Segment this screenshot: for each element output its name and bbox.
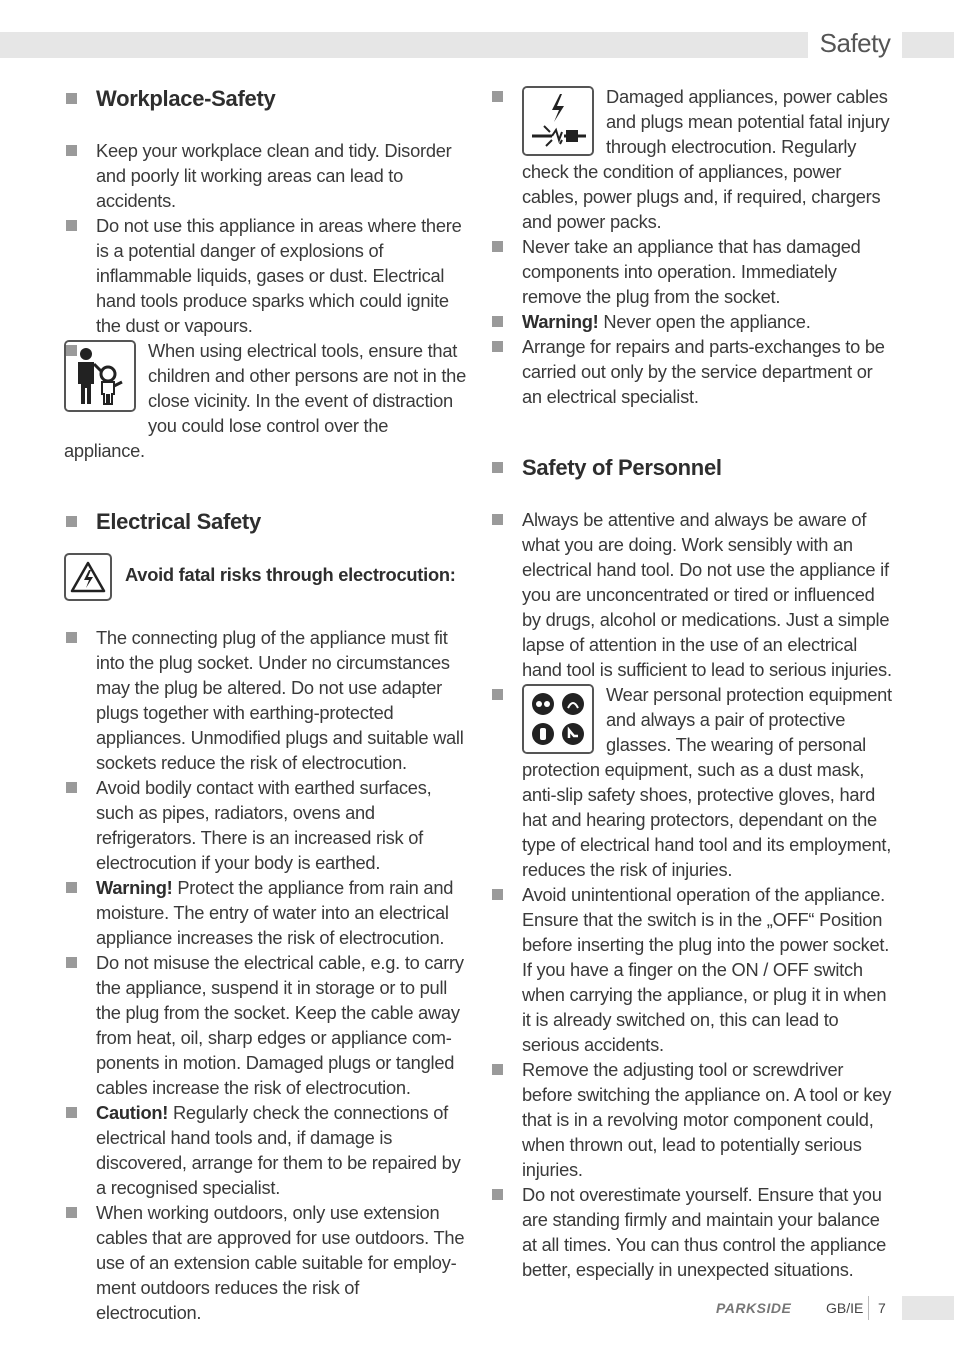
- item-text: The connecting plug of the appliance must fit into the plug socket. Under no circumstances may the plug be altered. Do not use adapter plugs together with earthing-protected appliances. Unmodified plugs and suitable wall sockets reduce the risk of electrocution.: [96, 627, 464, 773]
- list-item: Avoid unintentional operation of the appliance. Ensure that the switch is in the „OFF“ Position before inserting the plug into the power socket. If you have a finger on the ON / OFF switch when carrying the appliance, or plug it in when it is already switched on, this can lead to serious accidents.: [490, 882, 892, 1057]
- section-heading-workplace-safety: Workplace-Safety: [64, 84, 466, 114]
- list-item: [490, 309, 892, 334]
- region-code: GB/IE: [826, 1300, 864, 1316]
- square-bullet-icon: [492, 462, 503, 473]
- protective-equipment-icon: [522, 684, 594, 754]
- item-text: Protect the appliance from rain and moisture. The entry of water into an electrical appliance increases the risk of electrocution.: [96, 877, 454, 948]
- square-bullet-icon: [66, 632, 77, 643]
- list-item: Wear personal protection equipment and always a pair of protective glasses. The wearing of personal protection equipment, such as a dust mask, anti-slip safety shoes, protective gloves, hard hat and hearing protectors, dependant on the type of electrical hand tool and its employment, reduces the risk of injuries.: [490, 682, 892, 882]
- square-bullet-icon: [66, 1107, 77, 1118]
- square-bullet-icon: [492, 1064, 503, 1075]
- item-text: Regularly check the connections of electrical hand tools and, if damage is discovered, arrange for them to be repaired by a recognised specialist.: [96, 1102, 461, 1198]
- square-bullet-icon: [66, 516, 77, 527]
- item-text: When working outdoors, only use extension cables that are approved for use outdoors. The use of an extension cable suitable for employ-ment outdoors reduces the risk of electrocution.: [96, 1202, 465, 1323]
- square-bullet-icon: [66, 220, 77, 231]
- warning-triangle-icon: [64, 553, 112, 601]
- square-bullet-icon: [66, 957, 77, 968]
- footer-divider: [868, 1296, 869, 1320]
- header-bar-left: [0, 32, 808, 58]
- square-bullet-icon: [492, 341, 503, 352]
- list-item: [64, 775, 466, 875]
- item-text: Never take an appliance that has damaged components into operation. Immediately remove the plug from the socket.: [522, 236, 861, 307]
- page-title: Safety: [819, 28, 891, 58]
- list-item: [64, 875, 466, 950]
- brand-logo: PARKSIDE: [716, 1300, 792, 1316]
- list-item: Do not use this appliance in areas where there is a potential danger of explosions of inflammable liquids, gases or dust. Electrical hand tools produce sparks which could ignite the dust or vapours.: [64, 213, 466, 338]
- square-bullet-icon: [492, 889, 503, 900]
- list-item: Do not overestimate yourself. Ensure that you are standing firmly and maintain your balance at all times. You can thus control the appliance better, especially in unexpected situations.: [490, 1182, 892, 1282]
- section-heading-electrical-safety: Electrical Safety: [64, 507, 466, 537]
- square-bullet-icon: [492, 514, 503, 525]
- list-item: [64, 1100, 466, 1200]
- footer-bar: [902, 1296, 954, 1320]
- section-heading-safety-of-personnel: Safety of Personnel: [490, 453, 892, 483]
- item-text: Avoid bodily contact with earthed surfaces, such as pipes, radiators, ovens and refrigerators. There is an increased risk of electrocution if your body is earthed.: [96, 777, 432, 873]
- list-item: [64, 950, 466, 1100]
- lead-label: Warning!: [522, 311, 599, 332]
- list-item: When using electrical tools, ensure that children and other persons are not in the close vicinity. In the event of distraction you could lose control over the appliance.: [64, 340, 467, 461]
- square-bullet-icon: [66, 782, 77, 793]
- list-item: Damaged appliances, power cables and plugs mean potential fatal injury through electrocution. Regularly check the condition of appliances, power cables, power plugs and, if required, chargers and power packs.: [490, 84, 892, 234]
- electrocution-warning: Avoid fatal risks through electrocution:: [64, 553, 466, 603]
- square-bullet-icon: [66, 882, 77, 893]
- list-item: Keep your workplace clean and tidy. Disorder and poorly lit working areas can lead to accidents.: [64, 138, 466, 213]
- list-item: [490, 334, 892, 409]
- right-top-list: [490, 234, 892, 409]
- page-number: 7: [878, 1300, 886, 1316]
- electrocution-hazard-icon: [522, 86, 594, 156]
- list-item: [490, 234, 892, 309]
- list-item: Remove the adjusting tool or screwdriver before switching the appliance on. A tool or key that is in a revolving motor component could, when thrown out, lead to potentially serious injuries.: [490, 1057, 892, 1182]
- left-column: [64, 84, 466, 1325]
- square-bullet-icon: [492, 241, 503, 252]
- list-item: [64, 625, 466, 775]
- item-text: Do not misuse the electrical cable, e.g. to carry the appliance, suspend it in storage or to pull the plug from the socket. Keep the cable away from heat, oil, sharp edges or appliance com-ponents in motion. Damaged plugs or tangled cables increase the risk of electrocution.: [96, 952, 464, 1098]
- square-bullet-icon: [66, 93, 77, 104]
- lead-label: Warning!: [96, 877, 173, 898]
- item-text: Arrange for repairs and parts-exchanges to be carried out only by the service department or an electrical specialist.: [522, 336, 885, 407]
- square-bullet-icon: [66, 145, 77, 156]
- right-column: [490, 84, 892, 1282]
- square-bullet-icon: [66, 345, 77, 356]
- square-bullet-icon: [492, 1189, 503, 1200]
- header-bar-right: [902, 32, 954, 58]
- square-bullet-icon: [492, 316, 503, 327]
- lead-label: Caution!: [96, 1102, 169, 1123]
- electrical-safety-list: [64, 625, 466, 1325]
- square-bullet-icon: [492, 91, 503, 102]
- item-text: Never open the appliance.: [598, 311, 811, 332]
- list-item: [64, 1200, 466, 1325]
- square-bullet-icon: [66, 1207, 77, 1218]
- list-item: Always be attentive and always be aware of what you are doing. Work sensibly with an electrical hand tool. Do not use the appliance if you are unconcentrated or tired or influenced by drugs, alcohol or medications. Just a simple lapse of attention in the use of an electrical hand tool is sufficient to lead to serious injuries.: [490, 507, 892, 682]
- square-bullet-icon: [492, 689, 503, 700]
